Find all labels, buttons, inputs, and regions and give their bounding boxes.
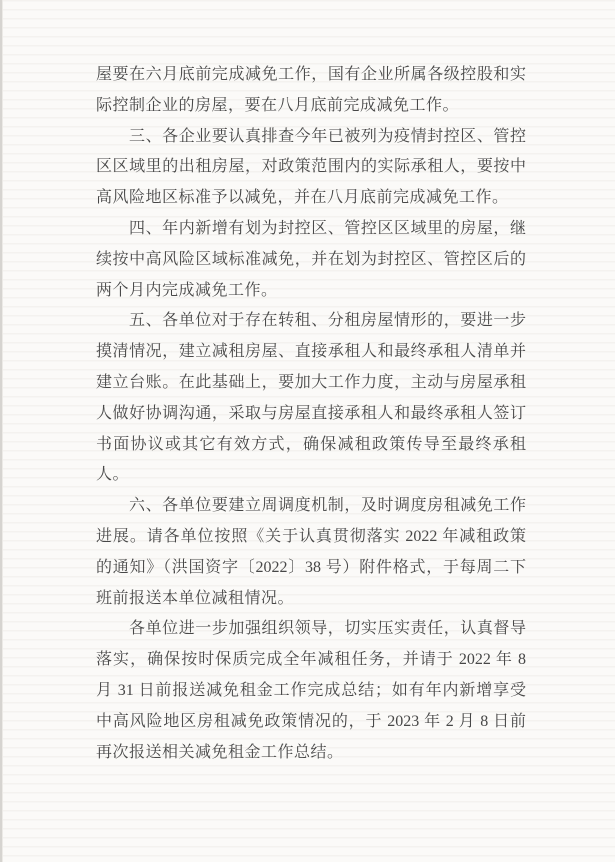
text-line: 中高风险地区房租减免政策情况的，于 2023 年 2 月 8 日前 xyxy=(96,712,526,730)
text-line: 建立台账。在此基础上，要加大工作力度，主动与房屋承租 xyxy=(96,373,526,391)
text-line: 各单位进一步加强组织领导，切实压实责任，认真督导 xyxy=(129,620,526,638)
text-line: 两个月内完成减免工作。 xyxy=(96,281,278,299)
text-line: 四、年内新增有划为封控区、管控区区域里的房屋，继 xyxy=(129,219,526,237)
text-line: 际控制企业的房屋，要在八月底前完成减免工作。 xyxy=(96,96,460,114)
text-line: 屋要在六月底前完成减免工作，国有企业所属各级控股和实 xyxy=(96,66,526,83)
paragraph-clause-4 xyxy=(96,214,526,306)
text-line: 月 31 日前报送减免租金工作完成总结；如有年内新增享受 xyxy=(96,681,526,699)
paragraph-continuation xyxy=(96,60,526,122)
paragraph-clause-6 xyxy=(96,491,526,614)
text-line: 高风险地区标准予以减免，并在八月底前完成减免工作。 xyxy=(96,189,509,207)
text-line: 的通知》（洪国资字〔2022〕38 号）附件格式，于每周二下 xyxy=(96,558,526,576)
text-line: 续按中高风险区域标准减免，并在划为封控区、管控区后的 xyxy=(96,250,526,268)
text-line: 落实，确保按时保质完成全年减租任务，并请于 2022 年 8 xyxy=(96,651,526,669)
text-line: 再次报送相关减免租金工作总结。 xyxy=(96,743,344,761)
text-line: 三、各企业要认真排查今年已被列为疫情封控区、管控 xyxy=(129,127,526,145)
text-line: 班前报送本单位减租情况。 xyxy=(96,589,295,607)
paragraph-closing xyxy=(96,614,526,768)
paragraph-clause-5 xyxy=(96,306,526,491)
text-line: 摸清情况，建立减租房屋、直接承租人和最终承租人清单并 xyxy=(96,343,526,361)
text-line: 六、各单位要建立周调度机制，及时调度房租减免工作 xyxy=(129,497,526,515)
text-line: 进展。请各单位按照《关于认真贯彻落实 2022 年减租政策 xyxy=(96,527,526,545)
text-line: 人。 xyxy=(96,466,130,484)
text-line: 书面协议或其它有效方式，确保减租政策传导至最终承租 xyxy=(96,435,526,453)
scan-edge-shadow xyxy=(0,0,3,862)
text-line: 人做好协调沟通，采取与房屋直接承租人和最终承租人签订 xyxy=(96,404,526,422)
paragraph-clause-3 xyxy=(96,122,526,214)
text-line: 区区域里的出租房屋，对政策范围内的实际承租人，要按中 xyxy=(96,158,526,176)
document-text xyxy=(96,60,526,768)
text-line: 五、各单位对于存在转租、分租房屋情形的，要进一步 xyxy=(129,312,526,330)
